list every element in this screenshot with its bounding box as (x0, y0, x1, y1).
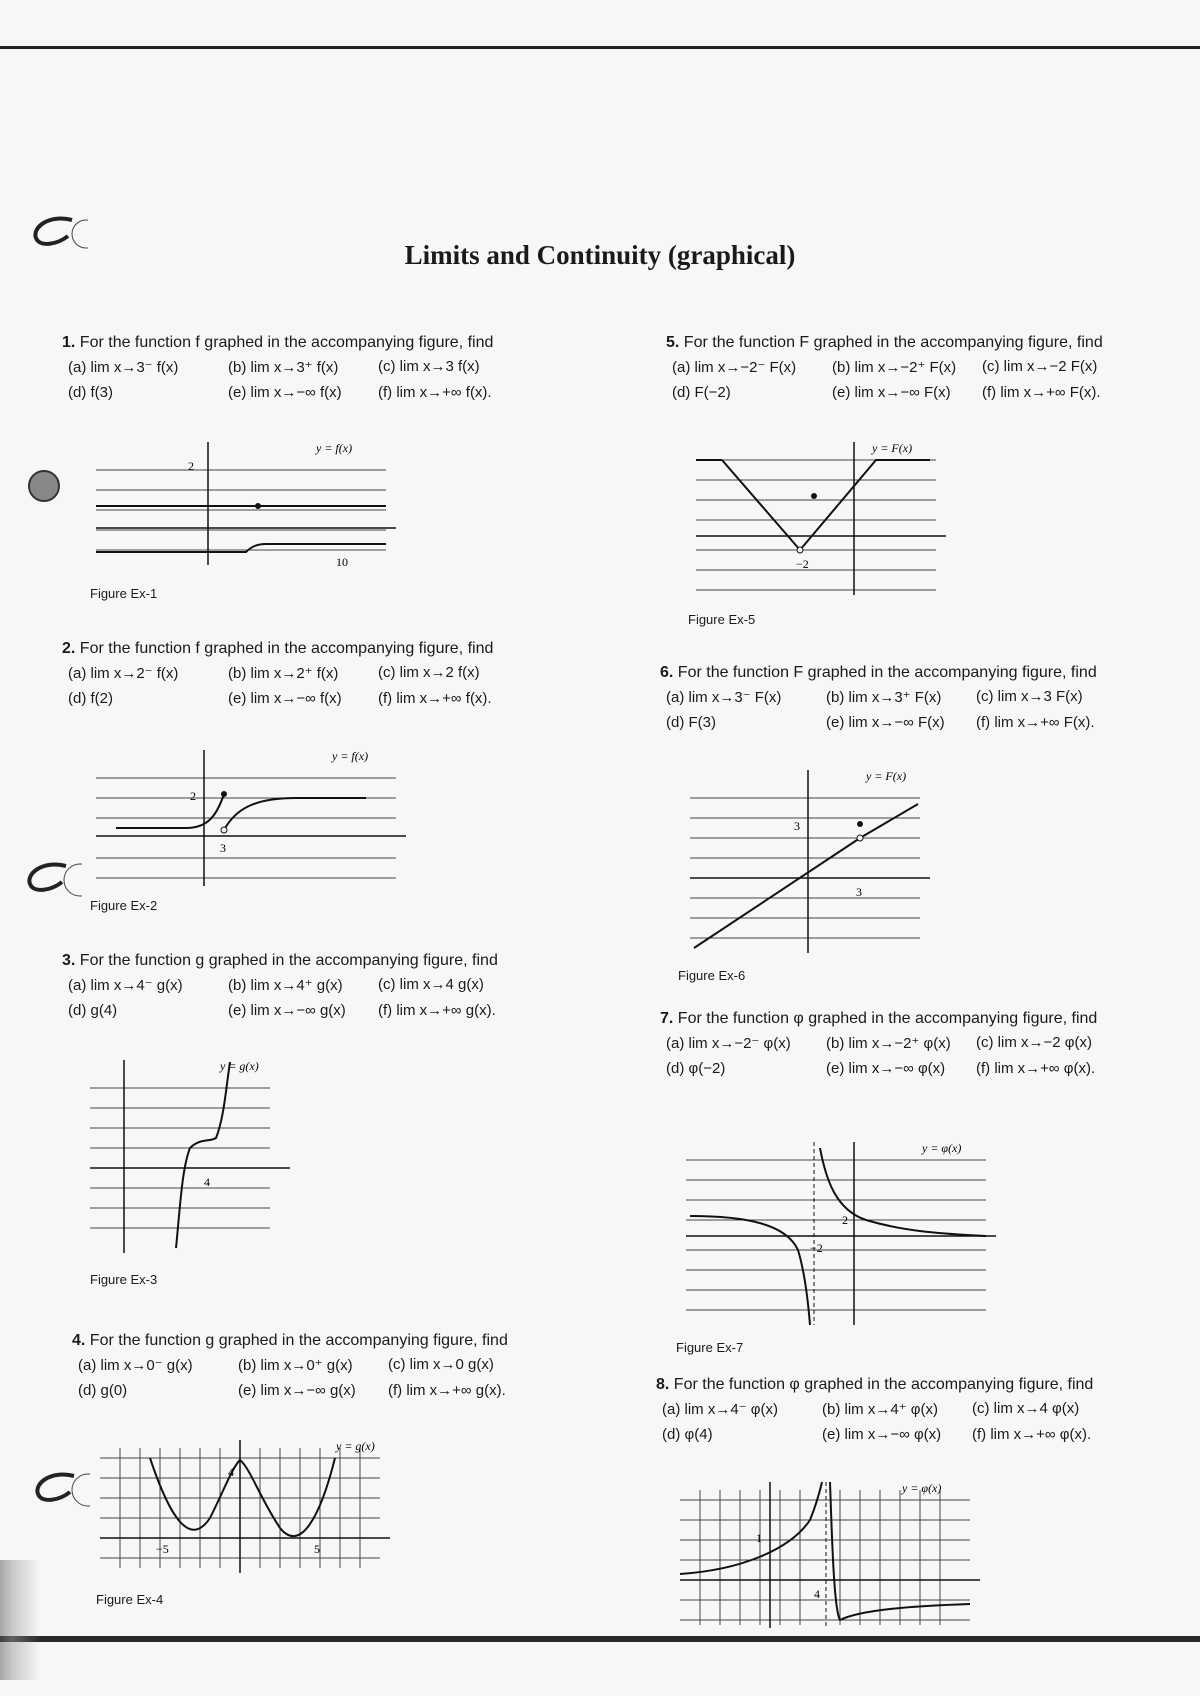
part-d: (d) φ(4) (662, 1426, 713, 1443)
closed-dot-icon (255, 503, 261, 509)
problem-stem: For the function f graphed in the accompanying figure, find (79, 640, 494, 657)
open-dot-icon (857, 835, 863, 841)
part-a: (a) lim x→2⁻ f(x) (68, 665, 179, 682)
figure-caption: Figure Ex-1 (90, 586, 158, 601)
part-a: (a) lim x→−2⁻ φ(x) (666, 1035, 791, 1052)
problem-stem: For the function φ graphed in the accompanying figure, find (677, 1010, 1098, 1027)
problem-stem: For the function g graphed in the accompanying figure, find (89, 1332, 508, 1349)
part-d: (d) f(2) (68, 690, 113, 707)
problem-number: 7. (660, 1010, 674, 1027)
binder-hook-icon (22, 860, 82, 900)
part-e: (e) lim x→−∞ f(x) (228, 690, 342, 707)
part-f: (f) lim x→+∞ φ(x). (976, 1060, 1096, 1077)
curve-label: y = g(x) (220, 1059, 259, 1073)
problem-6 (660, 664, 1136, 731)
graph-ex-7 (686, 1140, 996, 1330)
part-d: (d) g(4) (68, 1002, 118, 1019)
part-e: (e) lim x→−∞ F(x) (832, 384, 951, 401)
part-b: (b) lim x→4⁺ φ(x) (822, 1401, 938, 1418)
graph-ex-3 (90, 1058, 290, 1258)
closed-dot-icon (221, 791, 227, 797)
problem-number: 5. (666, 334, 680, 351)
graph-ex-5 (696, 440, 956, 600)
part-a: (a) lim x→4⁻ g(x) (68, 977, 183, 994)
problem-7 (660, 1010, 1136, 1077)
tick-label: 4 (228, 1465, 234, 1479)
problem-1 (62, 334, 538, 401)
closed-dot-icon (857, 821, 863, 827)
tick-label: −2 (796, 557, 809, 571)
part-c: (c) lim x→0 g(x) (388, 1356, 494, 1373)
part-e: (e) lim x→−∞ φ(x) (822, 1426, 942, 1443)
figure-caption: Figure Ex-2 (90, 898, 158, 913)
tick-label: −5 (156, 1542, 169, 1556)
tick-label: 3 (220, 841, 226, 855)
part-c: (c) lim x→2 f(x) (378, 664, 480, 681)
problem-2 (62, 640, 538, 707)
part-f: (f) lim x→+∞ F(x). (976, 714, 1095, 731)
hole-punch-icon (28, 470, 60, 502)
problem-stem: For the function f graphed in the accompanying figure, find (79, 334, 494, 351)
part-b: (b) lim x→−2⁺ φ(x) (826, 1035, 951, 1052)
figure-caption: Figure Ex-3 (90, 1272, 158, 1287)
closed-dot-icon (811, 493, 817, 499)
part-a: (a) lim x→−2⁻ F(x) (672, 359, 797, 376)
part-c: (c) lim x→4 g(x) (378, 976, 484, 993)
tick-label: 3 (856, 885, 862, 899)
tick-label: −2 (810, 1241, 823, 1255)
tick-label: 4 (814, 1587, 820, 1601)
part-d: (d) φ(−2) (666, 1060, 726, 1077)
tick-label: 4 (204, 1175, 210, 1189)
curve-label: y = F(x) (872, 441, 913, 455)
curve-label: y = φ(x) (902, 1481, 942, 1495)
problem-stem: For the function φ graphed in the accompanying figure, find (673, 1376, 1094, 1393)
part-a: (a) lim x→0⁻ g(x) (78, 1357, 193, 1374)
graph-ex-4 (100, 1438, 400, 1578)
curve-label: y = f(x) (316, 441, 353, 455)
curve-label: y = F(x) (866, 769, 907, 783)
problem-number: 4. (72, 1332, 86, 1349)
graph-ex-1 (96, 440, 396, 570)
part-b: (b) lim x→−2⁺ F(x) (832, 359, 957, 376)
part-c: (c) lim x→−2 F(x) (982, 358, 1098, 375)
tick-label: 5 (314, 1542, 320, 1556)
open-dot-icon (797, 547, 803, 553)
part-e: (e) lim x→−∞ f(x) (228, 384, 342, 401)
part-c: (c) lim x→−2 φ(x) (976, 1034, 1092, 1051)
figure-caption: Figure Ex-5 (688, 612, 756, 627)
problem-stem: For the function g graphed in the accompanying figure, find (79, 952, 498, 969)
problem-3 (62, 952, 538, 1019)
figure-caption: Figure Ex-6 (678, 968, 746, 983)
part-e: (e) lim x→−∞ g(x) (228, 1002, 346, 1019)
curve-label: y = g(x) (336, 1439, 375, 1453)
tick-label: 2 (842, 1213, 848, 1227)
top-rule (0, 46, 1200, 49)
problem-8 (656, 1376, 1132, 1443)
part-f: (f) lim x→+∞ φ(x). (972, 1426, 1092, 1443)
graph-ex-8 (680, 1480, 990, 1630)
part-c: (c) lim x→3 F(x) (976, 688, 1083, 705)
part-a: (a) lim x→4⁻ φ(x) (662, 1401, 778, 1418)
problem-number: 6. (660, 664, 674, 681)
problem-4 (72, 1332, 548, 1399)
graph-ex-2 (96, 748, 406, 888)
part-f: (f) lim x→+∞ g(x). (378, 1002, 496, 1019)
tick-label: 2 (188, 459, 194, 473)
part-e: (e) lim x→−∞ F(x) (826, 714, 945, 731)
scan-shadow (0, 1560, 40, 1680)
part-a: (a) lim x→3⁻ f(x) (68, 359, 179, 376)
part-f: (f) lim x→+∞ F(x). (982, 384, 1101, 401)
part-b: (b) lim x→3⁺ F(x) (826, 689, 942, 706)
binder-hook-icon (30, 1470, 90, 1510)
figure-caption: Figure Ex-7 (676, 1340, 744, 1355)
figure-caption: Figure Ex-4 (96, 1592, 164, 1607)
problem-number: 2. (62, 640, 76, 657)
part-b: (b) lim x→4⁺ g(x) (228, 977, 343, 994)
problem-number: 3. (62, 952, 76, 969)
curve-label: y = φ(x) (922, 1141, 962, 1155)
part-f: (f) lim x→+∞ f(x). (378, 384, 492, 401)
part-d: (d) F(3) (666, 714, 716, 731)
part-b: (b) lim x→0⁺ g(x) (238, 1357, 353, 1374)
part-e: (e) lim x→−∞ g(x) (238, 1382, 356, 1399)
part-d: (d) f(3) (68, 384, 113, 401)
open-dot-icon (221, 827, 227, 833)
part-d: (d) F(−2) (672, 384, 731, 401)
part-a: (a) lim x→3⁻ F(x) (666, 689, 782, 706)
graph-ex-6 (690, 768, 940, 958)
curve-label: y = f(x) (332, 749, 369, 763)
part-c: (c) lim x→4 φ(x) (972, 1400, 1080, 1417)
problem-stem: For the function F graphed in the accompanying figure, find (677, 664, 1097, 681)
tick-label: 10 (336, 555, 348, 569)
part-e: (e) lim x→−∞ φ(x) (826, 1060, 946, 1077)
part-b: (b) lim x→2⁺ f(x) (228, 665, 339, 682)
page-title: Limits and Continuity (graphical) (404, 240, 796, 270)
problem-number: 8. (656, 1376, 670, 1393)
problem-number: 1. (62, 334, 76, 351)
tick-label: 1 (756, 1531, 762, 1545)
tick-label: 3 (794, 819, 800, 833)
part-b: (b) lim x→3⁺ f(x) (228, 359, 339, 376)
problem-5 (666, 334, 1142, 401)
part-d: (d) g(0) (78, 1382, 128, 1399)
problem-stem: For the function F graphed in the accompanying figure, find (683, 334, 1103, 351)
part-f: (f) lim x→+∞ g(x). (388, 1382, 506, 1399)
tick-label: 2 (190, 789, 196, 803)
part-f: (f) lim x→+∞ f(x). (378, 690, 492, 707)
part-c: (c) lim x→3 f(x) (378, 358, 480, 375)
bottom-rule (0, 1636, 1200, 1642)
